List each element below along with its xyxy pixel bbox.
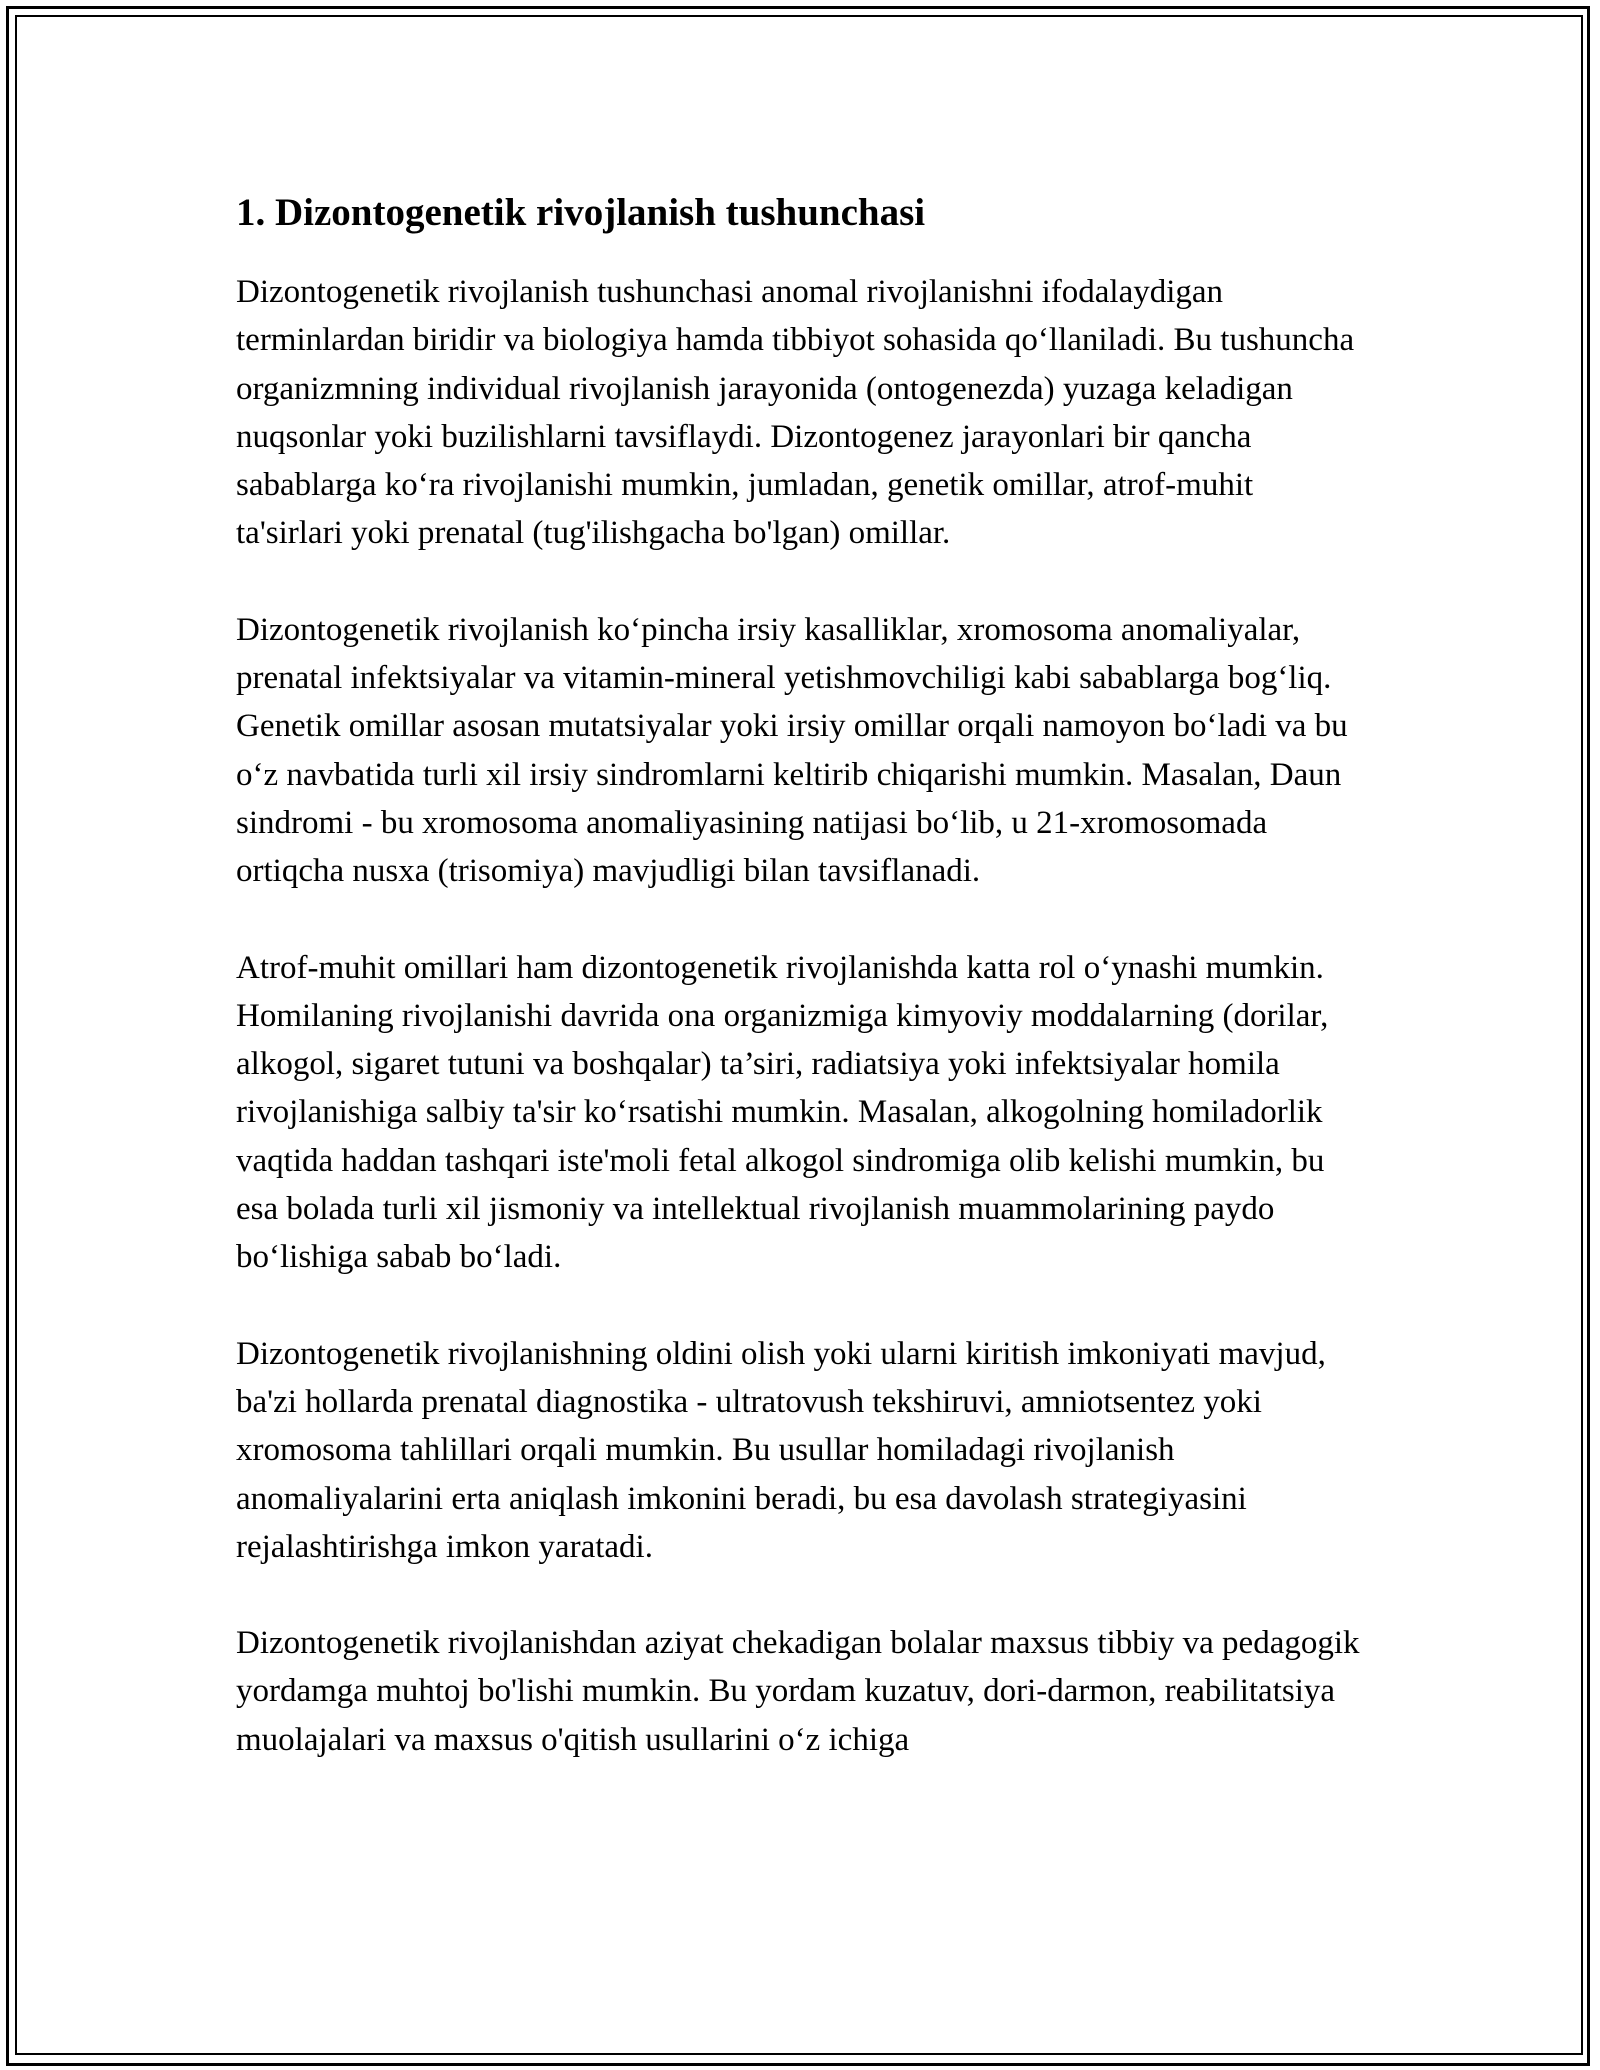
paragraph-genetic-causes: Dizontogenetik rivojlanish ko‘pincha irsiy kasalliklar, xromosoma anomaliyalar, prenatal infektsiyalar va vitamin-mineral yetishmovchiligi kabi sabablarga bog‘liq. Genetik omillar asosan mutatsiyalar yoki irsiy omillar orqali namoyon bo‘ladi va bu o‘z navbatida turli xil irsiy sindromlarni keltirib chiqarishi mumkin. Masalan, Daun sindromi - bu xromosoma anomaliyasining natijasi bo‘lib, u 21-xromosomada ortiqcha nusxa (trisomiya) mavjudligi bilan tavsiflanadi. (236, 611, 1348, 890)
document-body (236, 188, 1366, 1812)
paragraph-support: Dizontogenetik rivojlanishdan aziyat chekadigan bolalar maxsus tibbiy va pedagogik yordamga muhtoj bo'lishi mumkin. Bu yordam kuzatuv, dori-darmon, reabilitatsiya muolajalari va maxsus o'qitish usullarini o‘z ichiga (236, 1625, 1360, 1758)
section-heading: 1. Dizontogenetik rivojlanish tushunchasi (236, 191, 926, 234)
paragraph-prevention: Dizontogenetik rivojlanishning oldini olish yoki ularni kiritish imkoniyati mavjud, ba'zi hollarda prenatal diagnostika - ultratovush tekshiruvi, amniotsentez yoki xromosoma tahlillari orqali mumkin. Bu usullar homiladagi rivojlanish anomaliyalarini erta aniqlash imkonini beradi, bu esa davolash strategiyasini rejalashtirishga imkon yaratadi. (236, 1335, 1326, 1565)
paragraph-environmental-factors: Atrof-muhit omillari ham dizontogenetik rivojlanishda katta rol o‘ynashi mumkin. Homilaning rivojlanishi davrida ona organizmiga kimyoviy moddalarning (dorilar, alkogol, sigaret tutuni va boshqalar) ta’siri, radiatsiya yoki infektsiyalar homila rivojlanishiga salbiy ta'sir ko‘rsatishi mumkin. Masalan, alkogolning homiladorlik vaqtida haddan tashqari iste'moli fetal alkogol sindromiga olib kelishi mumkin, bu esa bolada turli xil jismoniy va intellektual rivojlanish muammolarining paydo bo‘lishiga sabab bo‘ladi. (236, 949, 1329, 1276)
paragraph-definition: Dizontogenetik rivojlanish tushunchasi anomal rivojlanishni ifodalaydigan terminlardan biridir va biologiya hamda tibbiyot sohasida qo‘llaniladi. Bu tushuncha organizmning individual rivojlanish jarayonida (ontogenezda) yuzaga keladigan nuqsonlar yoki buzilishlarni tavsiflaydi. Dizontogenez jarayonlari bir qancha sabablarga ko‘ra rivojlanishi mumkin, jumladan, genetik omillar, atrof-muhit ta'sirlari yoki prenatal (tug'ilishgacha bo'lgan) omillar. (236, 274, 1355, 552)
